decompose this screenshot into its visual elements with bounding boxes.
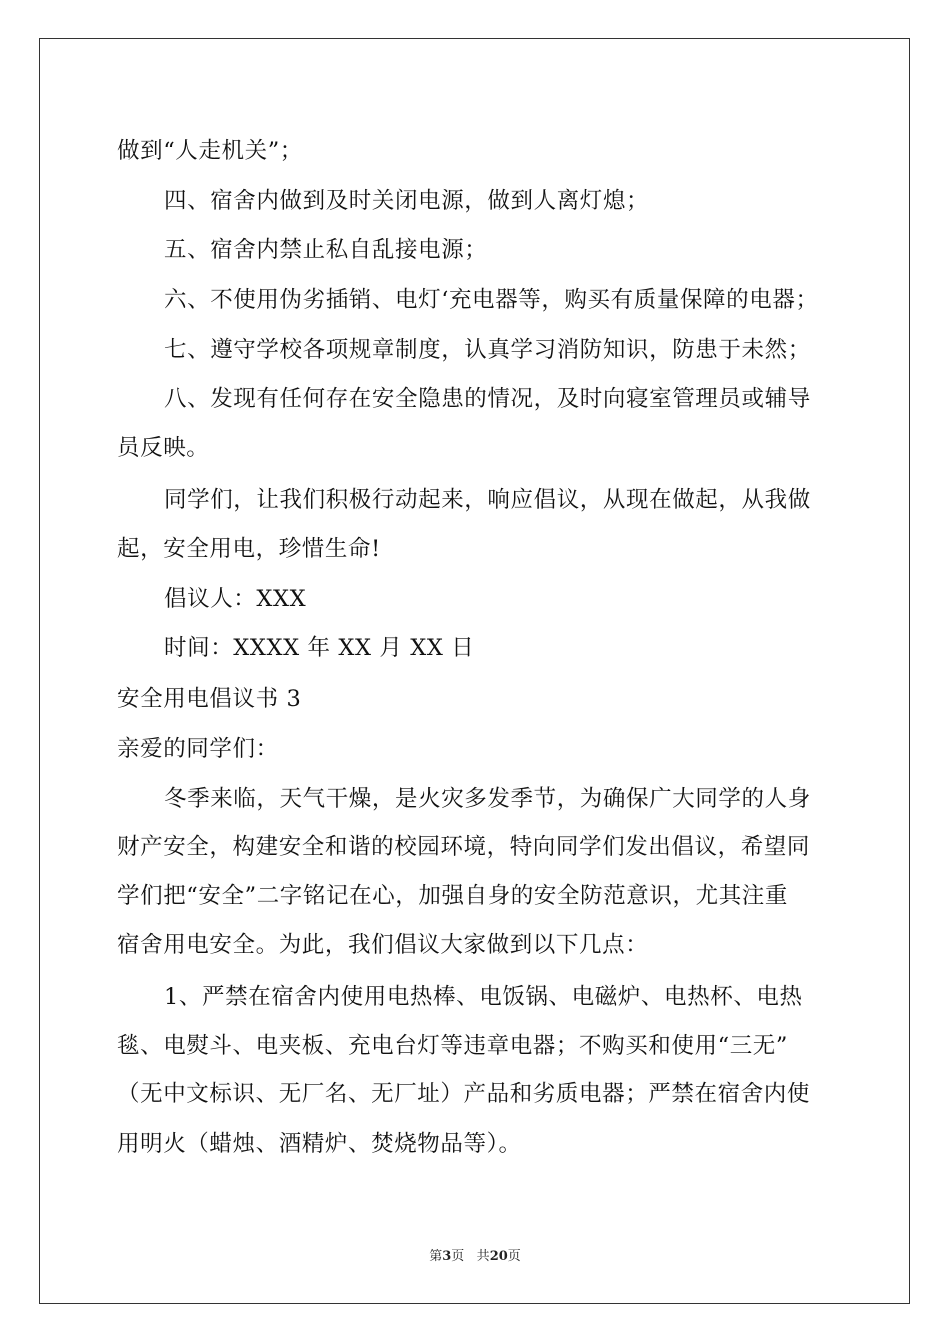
text-line: 毯、电熨斗、电夹板、充电台灯等违章电器；不购买和使用“三无” <box>117 1033 789 1059</box>
text-line: 学们把“安全”二字铭记在心，加强自身的安全防范意识，尤其注重 <box>117 883 789 909</box>
text-line: 员反映。 <box>117 435 210 461</box>
section-heading: 安全用电倡议书 3 <box>117 686 302 712</box>
text-line: 冬季来临，天气干燥，是火灾多发季节，为确保广大同学的人身 <box>164 786 811 812</box>
text-line: 同学们，让我们积极行动起来，响应倡议，从现在做起，从我做 <box>164 487 811 513</box>
footer-page-suffix: 页 <box>451 1249 465 1264</box>
text-line: 七、遵守学校各项规章制度，认真学习消防知识，防患于未然； <box>164 337 811 363</box>
page-frame <box>39 38 910 1304</box>
text-line: 用明火（蜡烛、酒精炉、焚烧物品等）。 <box>117 1131 522 1157</box>
text-line: 做到“人走机关”； <box>117 138 303 164</box>
text-line: 起，安全用电，珍惜生命! <box>117 536 381 562</box>
text-line: 1、严禁在宿舍内使用电热棒、电饭锅、电磁炉、电热杯、电热 <box>164 984 803 1010</box>
text-line: 四、宿舍内做到及时关闭电源，做到人离灯熄； <box>164 188 650 214</box>
page-footer <box>0 1248 950 1266</box>
text-line: 八、发现有任何存在安全隐患的情况，及时向寝室管理员或辅导 <box>164 386 811 412</box>
salutation: 亲爱的同学们： <box>117 736 279 762</box>
text-line: 五、宿舍内禁止私自乱接电源； <box>164 237 488 263</box>
text-line: 时间：XXXX 年 XX 月 XX 日 <box>164 635 475 661</box>
footer-total-suffix: 页 <box>507 1249 521 1264</box>
footer-prefix: 第 <box>429 1249 443 1264</box>
footer-total-prefix: 共 <box>476 1249 490 1264</box>
text-line: （无中文标识、无厂名、无厂址）产品和劣质电器；严禁在宿舍内使 <box>117 1081 811 1107</box>
text-line: 财产安全，构建安全和谐的校园环境，特向同学们发出倡议，希望同 <box>117 834 811 860</box>
text-line: 宿舍用电安全。为此，我们倡议大家做到以下几点： <box>117 932 649 958</box>
text-line: 六、不使用伪劣插销、电灯‘充电器等，购买有质量保障的电器； <box>164 287 819 313</box>
text-line: 倡议人：XXX <box>164 586 307 612</box>
total-page-count: 20 <box>489 1249 508 1264</box>
current-page-number: 3 <box>442 1249 452 1264</box>
